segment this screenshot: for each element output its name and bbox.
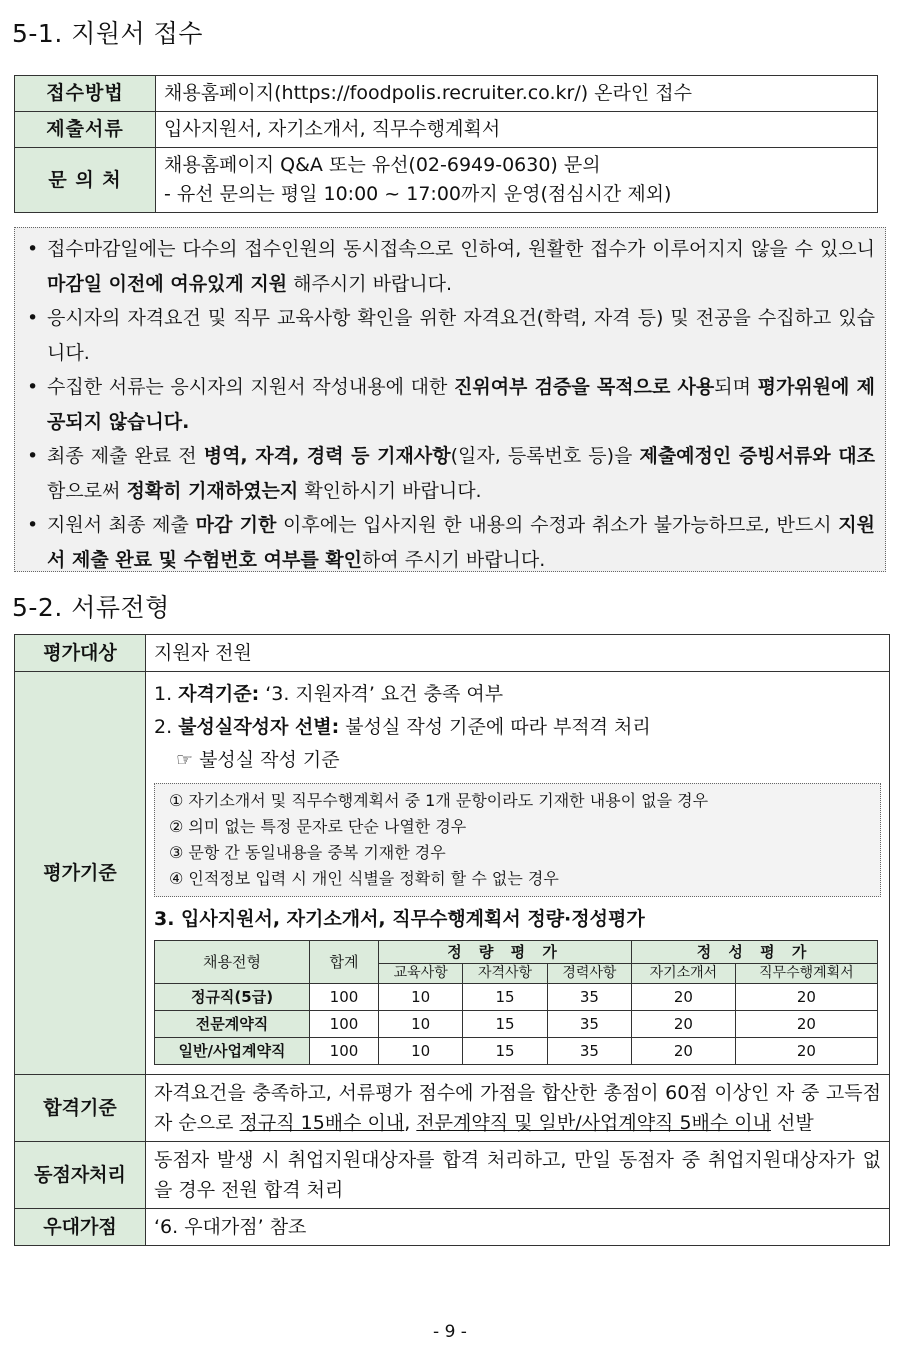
row-header: 제출서류: [15, 112, 156, 148]
table-row: [15, 1075, 890, 1142]
criterion-2-sub: ☞ 불성실 작성 기준: [176, 749, 340, 771]
row-header: 문 의 처: [15, 148, 156, 213]
row-header: 동점자처리: [15, 1142, 146, 1209]
table-row: [15, 112, 878, 148]
section-title-screening: 5-2. 서류전형: [12, 593, 170, 622]
sub-header: 자기소개서: [632, 964, 736, 984]
notice-box: [14, 227, 886, 572]
application-info-table: [14, 75, 878, 213]
row-value: 입사지원서, 자기소개서, 직무수행계획서: [156, 112, 878, 148]
row-header: 합격기준: [15, 1075, 146, 1142]
criterion-3: 3. 입사지원서, 자기소개서, 직무수행계획서 정량·정성평가: [154, 908, 645, 930]
table-row: 전문계약직 100 10 15 35 20 20: [155, 1011, 878, 1038]
group-header-qualitative: 정 성 평 가: [632, 941, 878, 964]
notice-item: • 최종 제출 완료 전 병역, 자격, 경력 등 기재사항(일자, 등록번호 등)을 제출예정인 증빙서류와 대조함으로써 정확히 기재하였는지 확인하시기 바랍니다.: [25, 439, 875, 508]
sub-header: 자격사항: [463, 964, 547, 984]
sub-header: 교육사항: [379, 964, 463, 984]
list-item: ④ 인적정보 입력 시 개인 식별을 정확히 할 수 없는 경우: [169, 869, 559, 888]
section-title-application: 5-1. 지원서 접수: [12, 19, 203, 48]
notice-item: • 접수마감일에는 다수의 접수인원의 동시접속으로 인하여, 원활한 접수가 이루어지지 않을 수 있으니 마감일 이전에 여유있게 지원 해주시기 바랍니다.: [25, 232, 875, 301]
screening-table: [14, 634, 890, 1246]
insincere-criteria-box: [154, 783, 881, 897]
criterion-1: 1. 자격기준: ‘3. 지원자격’ 요건 충족 여부: [154, 683, 504, 705]
criterion-2: 2. 불성실작성자 선별: 불성실 작성 기준에 따라 부적격 처리: [154, 716, 651, 738]
notice-item: • 응시자의 자격요건 및 직무 교육사항 확인을 위한 자격요건(학력, 자격 등) 및 전공을 수집하고 있습니다.: [25, 301, 875, 370]
page-number: - 9 -: [433, 1322, 467, 1342]
row-header: 평가기준: [15, 672, 146, 1075]
row-value: [156, 148, 878, 213]
score-table: [154, 940, 878, 1065]
contact-line: 채용홈페이지 Q&A 또는 유선(02-6949-0630) 문의: [164, 154, 601, 176]
table-row: [15, 148, 878, 213]
sub-header: 직무수행계획서: [735, 964, 877, 984]
row-value: 지원자 전원: [146, 635, 890, 672]
list-item: ① 자기소개서 및 직무수행계획서 중 1개 문항이라도 기재한 내용이 없을 경우: [169, 791, 709, 810]
table-row: [15, 672, 890, 1075]
row-value: 채용홈페이지(https://foodpolis.recruiter.co.kr/) 온라인 접수: [156, 76, 878, 112]
row-header: 우대가점: [15, 1209, 146, 1246]
table-row: 정규직(5급) 100 10 15 35 20 20: [155, 984, 878, 1011]
col-header-total: 합계: [310, 941, 379, 984]
criteria-cell: [146, 672, 890, 1075]
row-value: 자격요건을 충족하고, 서류평가 점수에 가점을 합산한 총점이 60점 이상인 자 중 고득점자 순으로 정규직 15배수 이내, 전문계약직 및 일반/사업계약직 5배수 이내 선발: [146, 1075, 890, 1142]
list-item: ③ 문항 간 동일내용을 중복 기재한 경우: [169, 843, 446, 862]
table-row: 일반/사업계약직 100 10 15 35 20 20: [155, 1038, 878, 1065]
col-header-type: 채용전형: [155, 941, 310, 984]
list-item: ② 의미 없는 특정 문자로 단순 나열한 경우: [169, 817, 467, 836]
group-header-quantitative: 정 량 평 가: [379, 941, 632, 964]
notice-item: • 수집한 서류는 응시자의 지원서 작성내용에 대한 진위여부 검증을 목적으로 사용되며 평가위원에 제공되지 않습니다.: [25, 370, 875, 439]
row-value: ‘6. 우대가점’ 참조: [146, 1209, 890, 1246]
table-row: [15, 76, 878, 112]
sub-header: 경력사항: [547, 964, 631, 984]
table-row: [15, 1142, 890, 1209]
row-header: 평가대상: [15, 635, 146, 672]
row-header: 접수방법: [15, 76, 156, 112]
notice-item: • 지원서 최종 제출 마감 기한 이후에는 입사지원 한 내용의 수정과 취소가 불가능하므로, 반드시 지원서 제출 완료 및 수험번호 여부를 확인하여 주시기 바랍니다.: [25, 508, 875, 577]
contact-line: - 유선 문의는 평일 10:00 ~ 17:00까지 운영(점심시간 제외): [164, 183, 672, 205]
table-row: [15, 1209, 890, 1246]
row-value: 동점자 발생 시 취업지원대상자를 합격 처리하고, 만일 동점자 중 취업지원대상자가 없을 경우 전원 합격 처리: [146, 1142, 890, 1209]
table-row: [15, 635, 890, 672]
